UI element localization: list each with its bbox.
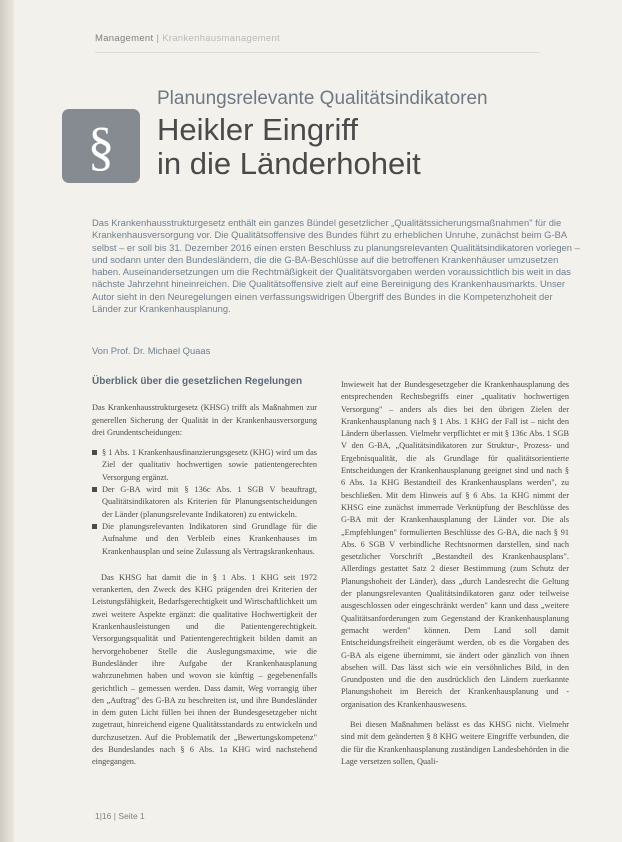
header-rule	[95, 52, 540, 53]
category-label: Krankenhausmanagement	[162, 33, 280, 44]
section-label: Management	[95, 33, 154, 44]
list-item: § 1 Abs. 1 Krankenhausfinanzierungsgesetz (KHG) wird um das Ziel der qualitativ hochwertigen sowie patientengerechten Versorgung ergänzt.	[92, 447, 317, 484]
page-edge	[0, 0, 14, 842]
page-footer: 1|16 | Seite 1	[95, 811, 145, 821]
article-kicker: Planungsrelevante Qualitätsindikatoren	[157, 88, 488, 109]
intro-paragraph: Das Krankenhausstrukturgesetz (KHSG) trifft als Maßnahmen zur generellen Sicherung der Qualität in der Krankenhausversorgung drei Grundentscheidungen:	[92, 403, 317, 437]
lead-paragraph: Das Krankenhausstrukturgesetz enthält ein ganzes Bündel gesetzlicher „Qualitätssicherungsmaßnahmen" für die Krankenhausversorgung vor. Die Qualitätsoffensive des Bundes führt zu erheblichen Unruhe, zunächst beim G-BA selbst – er soll bis 31. Dezember 2016 einen ersten Beschluss zu planungsrelevanten Qualitätsindikatoren vorlegen – und sodann unter den Bundesländern, die die G-BA-Beschlüsse auf die betroffenen Krankenhäuser umzusetzen haben. Auseinandersetzungen um die Rechtmäßigkeit der Qualitätsvorgaben werden voraussichtlich bis weit in das nächste Jahrzehnt hineinreichen. Die Qualitätsoffensive zielt auf eine Bereinigung des Krankenhausmarkts. Unser Autor sieht in den Neuregelungen einen verfassungswidrigen Übergriff des Bundes in die Kompetenzhoheit der Länder zur Krankenhausplanung.	[92, 217, 580, 315]
list-item: Der G-BA wird mit § 136c Abs. 1 SGB V beauftragt, Qualitätsindikatoren als Kriterien für Planungsentscheidungen der Länder (planungsrelevante Indikatoren) zu entwickeln.	[92, 484, 317, 521]
body-paragraph: Das KHSG hat damit die in § 1 Abs. 1 KHG seit 1972 verankerten, den Zweck des KHG prägenden drei Kriterien der Leistungsfähigkeit, Bedarfsgerechtigkeit und Wirtschaftlichkeit um zwei weitere Aspekte ergänzt: die qualitative Hochwertigkeit der Krankenhausleistungen und die Patientengerechtigkeit. Versorgungsqualität und Patientengerechtigkeit bilden damit an hervorgehobener Stelle die Auslegungsmaxime, wie die Bundesländer ihre Aufgabe der Krankenhausplanung wahrzunehmen haben und wovon sie künftig – gegebenenfalls gerichtlich – gemessen werden. Dass damit, Weg vorrangig über den „Auftrag" des G-BA zu beschreiten ist, und ihre Bundesländer in dem guten Licht füllen bei ihnen der Bundesgesetzgeber nicht zugetraut, hinreichend eigene Qualitätsstandards zu entwickeln und durchzusetzen. Auf die Problematik der „Bewertungskompetenz" des Bundeslandes nach § 6 Abs. 1a KHG wird nachstehend eingegangen.	[92, 572, 317, 767]
article-title	[157, 113, 421, 181]
paragraph-sign-icon	[62, 109, 140, 183]
body-paragraph: Inwieweit hat der Bundesgesetzgeber die Krankenhausplanung des entsprechenden Rechtsbegriffs einer „qualitativ hochwertigen Versorgung" – anders als dies bei den übrigen Zielen der Krankenhausplanung nach § 1 Abs. 1 KHG der Fall ist – nicht den Ländern überlassen. Vielmehr verpflichtet er mit § 136c Abs. 1 SGB V den G-BA, „Qualitätsindikatoren zur Struktur-, Prozess- und Ergebnisqualität, die als Grundlage für qualitätsorientierte Entscheidungen der Krankenhausplanung geeignet sind und nach § 6 Abs. 1a KHG Bestandteil des Krankenhausplans werden", zu beschließen. Mit dem Hinweis auf § 6 Abs. 1a KHG nimmt der KHSG eine zunächst immerrade Verknüpfung der Beschlüsse des G-BA mit der Krankenhausplanung der Länder vor. Die als „Empfehlungen" formulierten Beschlüsse des G-BA, die nach § 91 Abs. 6 SGB V verbindliche Rechtsnormen darstellen, sind nach gesetzlicher Vorschrift „Bestandteil des Krankenhausplans". Allerdings gestattet Satz 2 dieser Bestimmung (zum Schutz der Planungshoheit der Länder), dass „durch Landesrecht die Geltung der planungsrelevanten Qualitätsindikatoren ganz oder teilweise ausgeschlossen oder eingeschränkt werden" kann und dass „weitere Qualitätsanforderungen zum Gegenstand der Krankenhausplanung gemacht werden" können. Dem Land soll damit Entscheidungsfreiheit eingeräumt werden, ob es die Vorgaben des G-BA als eigene übernimmt, sie ändert oder gänzlich von ihnen absehen will. Das lässt sich wie ein versöhnliches Bild, in den Grundposten und die den ausdrücklich den Ländern zuerkannte Planungshoheit im Bereich der Krankenhausplanung und -organisation des Krankenhauswesens.	[341, 380, 569, 709]
section-header	[95, 33, 280, 44]
bullet-list	[92, 447, 317, 558]
author-byline: Von Prof. Dr. Michael Quaas	[92, 345, 211, 356]
right-column	[341, 379, 569, 776]
section-separator: |	[156, 33, 160, 44]
body-paragraph: Bei diesen Maßnahmen belässt es das KHSG nicht. Vielmehr sind mit dem geänderten § 8 KHG weitere Eingriffe verbunden, die die für die Krankenhausplanung zuständigen Landesbehörden in die Lage versetzen sollen, Quali-	[341, 720, 569, 766]
title-line-1: Heikler Eingriff	[157, 112, 359, 147]
left-column	[92, 376, 317, 777]
title-line-2: in die Länderhoheit	[157, 146, 421, 181]
section-heading: Überblick über die gesetzlichen Regelungen	[92, 376, 303, 387]
paragraph-sign-glyph: §	[87, 116, 115, 176]
list-item: Die planungsrelevanten Indikatoren sind Grundlage für die Aufnahme und den Verbleib eines Krankenhauses im Krankenhausplan und seine Zulassung als Vertragskrankenhaus.	[92, 521, 317, 558]
